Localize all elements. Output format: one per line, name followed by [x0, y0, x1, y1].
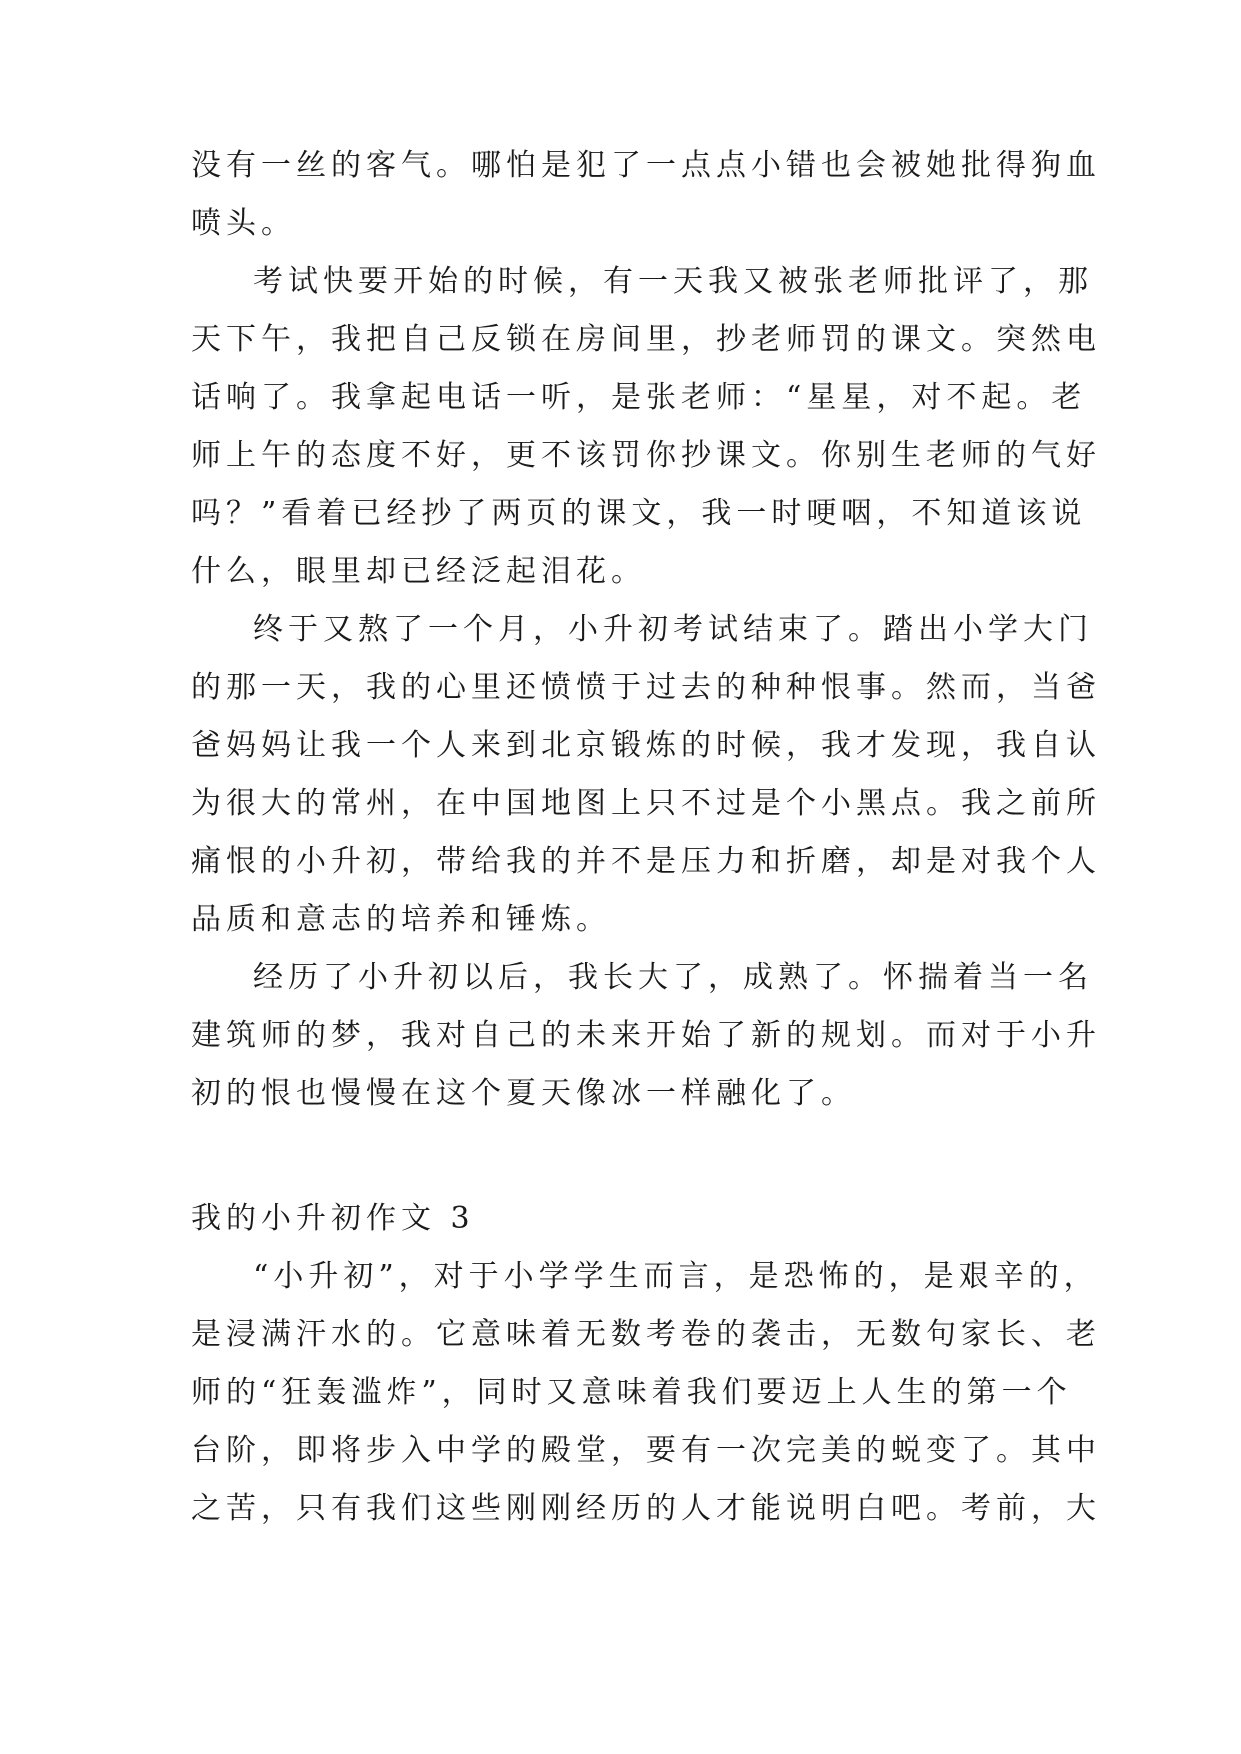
text-line: 痛恨的小升初，带给我的并不是压力和折磨，却是对我个人	[191, 844, 1101, 879]
text-line: 话响了。我拿起电话一听，是张老师：“星星，对不起。老	[191, 380, 1087, 415]
text-line: 建筑师的梦，我对自己的未来开始了新的规划。而对于小升	[191, 1018, 1101, 1053]
text-line: 师上午的态度不好，更不该罚你抄课文。你别生老师的气好	[191, 438, 1101, 473]
text-line: 的那一天，我的心里还愤愤于过去的种种恨事。然而，当爸	[191, 670, 1101, 705]
text-line: 爸妈妈让我一个人来到北京锻炼的时候，我才发现，我自认	[191, 728, 1101, 763]
text-line: 没有一丝的客气。哪怕是犯了一点点小错也会被她批得狗血	[191, 148, 1101, 183]
text-line: 初的恨也慢慢在这个夏天像冰一样融化了。	[191, 1076, 856, 1111]
text-line: 之苦，只有我们这些刚刚经历的人才能说明白吧。考前，大	[191, 1491, 1101, 1526]
paragraph-start-line: 经历了小升初以后，我长大了，成熟了。怀揣着当一名	[253, 960, 1093, 995]
text-line: 吗？”看着已经抄了两页的课文，我一时哽咽，不知道该说	[191, 496, 1087, 531]
text-line: 品质和意志的培养和锤炼。	[191, 902, 611, 937]
text-line: 师的“狂轰滥炸”，同时又意味着我们要迈上人生的第一个	[191, 1375, 1072, 1410]
section-heading: 我的小升初作文 3	[191, 1201, 475, 1236]
paragraph-start-line: 终于又熬了一个月，小升初考试结束了。踏出小学大门	[253, 612, 1093, 647]
text-line: 天下午，我把自己反锁在房间里，抄老师罚的课文。突然电	[191, 322, 1101, 357]
text-line: 台阶，即将步入中学的殿堂，要有一次完美的蜕变了。其中	[191, 1433, 1101, 1468]
text-line: 为很大的常州，在中国地图上只不过是个小黑点。我之前所	[191, 786, 1101, 821]
paragraph-start-line: “小升初”，对于小学学生而言，是恐怖的，是艰辛的，	[253, 1259, 1099, 1294]
text-line: 喷头。	[191, 206, 296, 241]
paragraph-start-line: 考试快要开始的时候，有一天我又被张老师批评了，那	[253, 264, 1093, 299]
text-line: 是浸满汗水的。它意味着无数考卷的袭击，无数句家长、老	[191, 1317, 1101, 1352]
text-line: 什么，眼里却已经泛起泪花。	[191, 554, 646, 589]
